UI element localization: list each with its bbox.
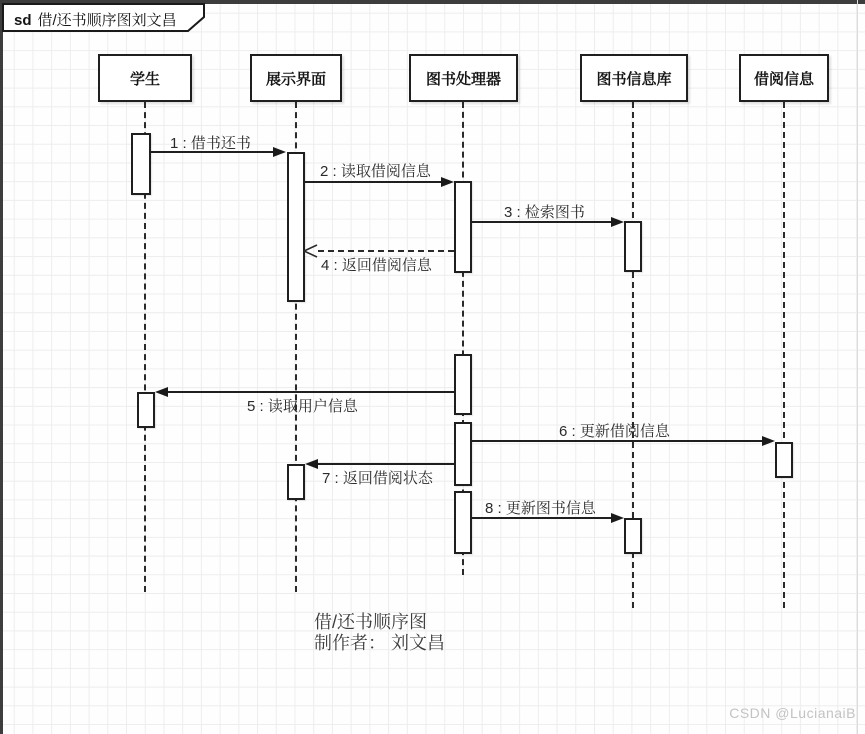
csdn-watermark: CSDN @LucianaiB	[729, 705, 856, 721]
activation-bar	[624, 221, 642, 272]
activation-bar	[775, 442, 793, 478]
caption-title: 借/还书顺序图	[314, 612, 428, 632]
window-right-edge	[857, 0, 858, 734]
message-2-label: 2 : 读取借阅信息	[320, 163, 431, 180]
message-1-arrowhead-icon	[273, 147, 286, 157]
activation-bar	[454, 422, 472, 486]
message-2-line	[305, 181, 443, 183]
frame-title	[14, 9, 177, 30]
message-4-open-arrowhead-icon	[303, 244, 319, 258]
lifeline-head-processor	[409, 54, 518, 102]
message-2-arrowhead-icon	[441, 177, 454, 187]
activation-bar	[454, 491, 472, 554]
activation-bar	[624, 518, 642, 554]
message-5-line	[167, 391, 454, 393]
message-4-line	[318, 250, 454, 252]
message-4-label: 4 : 返回借阅信息	[321, 257, 432, 274]
lifeline-name: 学生	[129, 70, 160, 88]
activation-bar	[131, 133, 151, 195]
lifeline-head-borrowinfo	[739, 54, 829, 102]
message-6-label: 6 : 更新借阅信息	[559, 423, 670, 440]
lifeline-name: 借阅信息	[753, 70, 814, 88]
lifeline-name: 图书处理器	[425, 70, 501, 88]
lifeline-borrowinfo	[783, 102, 785, 608]
lifeline-name: 图书信息库	[596, 70, 672, 88]
lifeline-head-bookdb	[580, 54, 688, 102]
lifeline-name: 展示界面	[265, 70, 326, 88]
message-7-arrowhead-icon	[305, 459, 318, 469]
message-7-label: 7 : 返回借阅状态	[322, 470, 433, 487]
diagram-caption	[314, 612, 445, 654]
activation-bar	[454, 354, 472, 415]
activation-bar	[287, 464, 305, 500]
message-3-label: 3 : 检索图书	[504, 204, 585, 221]
lifeline-head-student	[98, 54, 192, 102]
lifeline-head-ui	[250, 54, 342, 102]
activation-bar	[137, 392, 155, 428]
activation-bar	[454, 181, 472, 273]
message-3-arrowhead-icon	[611, 217, 624, 227]
frame-label-tab	[2, 3, 208, 33]
message-8-label: 8 : 更新图书信息	[485, 500, 596, 517]
frame-keyword: sd	[14, 12, 32, 29]
message-8-arrowhead-icon	[611, 513, 624, 523]
message-7-line	[318, 463, 454, 465]
caption-author: 制作者： 刘文昌	[314, 633, 446, 653]
message-6-arrowhead-icon	[762, 436, 775, 446]
frame-title-text: 借/还书顺序图刘文昌	[37, 12, 177, 29]
message-5-arrowhead-icon	[155, 387, 168, 397]
window-left-edge	[0, 0, 3, 734]
message-1-label: 1 : 借书还书	[170, 135, 251, 152]
activation-bar	[287, 152, 305, 302]
message-5-label: 5 : 读取用户信息	[247, 398, 358, 415]
